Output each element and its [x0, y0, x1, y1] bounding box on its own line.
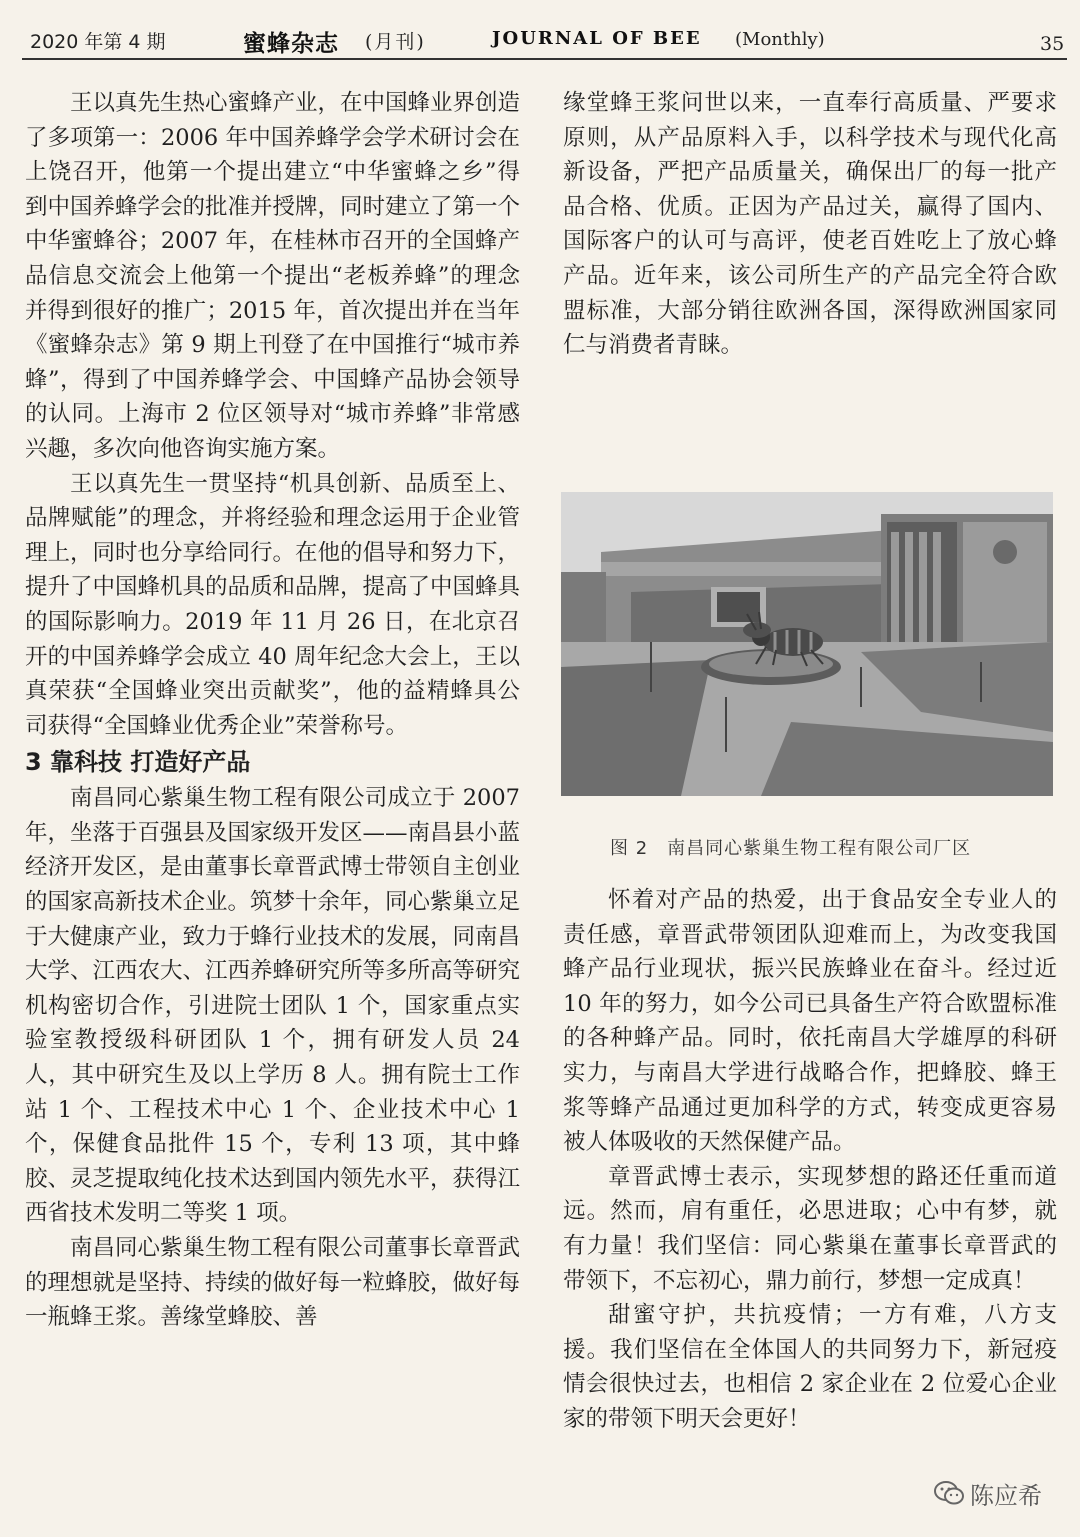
watermark	[934, 1475, 1042, 1511]
left-column	[25, 86, 520, 1335]
paragraph: 怀着对产品的热爱，出于食品安全专业人的责任感，章晋武带领团队迎难而上，为改变我国蜂产品行业现状，振兴民族蜂业在奋斗。经过近 10 年的努力，如今公司已具备生产符合欧盟标准的各种蜂产品。同时，依托南昌大学雄厚的科研实力，与南昌大学进行战略合作，把蜂胶、蜂王浆等蜂产品通过更加科学的方式，转变成更容易被人体吸收的天然保健产品。	[563, 887, 1057, 1156]
page-header	[0, 0, 1080, 60]
journal-title-en: JOURNAL OF BEE	[492, 28, 702, 49]
paragraph: 南昌同心紫巢生物工程有限公司成立于 2007 年，坐落于百强县及国家级开发区——南昌县小蓝经济开发区，是由董事长章晋武博士带领自主创业的国家高新技术企业。筑梦十余年，同心紫巢立足于大健康产业，致力于蜂行业技术的发展，同南昌大学、江西农大、江西养蜂研究所等多所高等研究机构密切合作，引进院士团队 1 个，国家重点实验室教授级科研团队 1 个，拥有研发人员 24 人，其中研究生及以上学历 8 人。拥有院士工作站 1 个、工程技术中心 1 个、企业技术中心 1 个，保健食品批件 15 个，专利 13 项，其中蜂胶、灵芝提取纯化技术达到国内领先水平，获得江西省技术发明二等奖 1 项。	[25, 785, 521, 1227]
paragraph: 章晋武博士表示，实现梦想的路还任重而道远。然而，肩有重任，必思进取；心中有梦，就有力量！我们坚信：同心紫巢在董事长章晋武的带领下，不忘初心，鼎力前行，梦想一定成真！	[563, 1163, 1057, 1294]
journal-title-cn: 蜜蜂杂志	[243, 30, 339, 57]
figure-caption: 图 2 南昌同心紫巢生物工程有限公司厂区	[610, 838, 972, 859]
paragraph-continuation: 缘堂蜂王浆问世以来，一直奉行高质量、严要求原则，从产品原料入手，以科学技术与现代化高新设备，严把产品质量关，确保出厂的每一批产品合格、优质。正因为产品过关，赢得了国内、国际客户的认可与高评，使老百姓吃上了放心蜂产品。近年来，该公司所生产的产品完全符合欧盟标准，大部分销往欧洲各国，深得欧洲国家同仁与消费者青睐。	[563, 90, 1057, 359]
paragraph: 南昌同心紫巢生物工程有限公司董事长章晋武的理想就是坚持、持续的做好每一粒蜂胶，做好每一瓶蜂王浆。善缘堂蜂胶、善	[25, 1235, 521, 1331]
watermark-text: 陈应希	[970, 1481, 1042, 1510]
wechat-icon	[934, 1480, 964, 1506]
header-rule	[22, 58, 1067, 60]
factory-photo	[561, 492, 1053, 796]
monthly-label-cn: (月刊)	[365, 31, 426, 53]
section-heading: 3 靠科技 打造好产品	[25, 748, 251, 777]
paragraph: 王以真先生一贯坚持“机具创新、品质至上、品牌赋能”的理念，并将经验和理念运用于企业管理上，同时也分享给同行。在他的倡导和努力下，提升了中国蜂机具的品质和品牌，提高了中国蜂具的国际影响力。2019 年 11 月 26 日，在北京召开的中国养蜂学会成立 40 周年纪念大会上，王以真荣获“全国蜂业突出贡献奖”，他的益精蜂具公司获得“全国蜂业优秀企业”荣誉称号。	[25, 470, 521, 739]
monthly-label-en: (Monthly)	[735, 29, 825, 50]
paragraph: 王以真先生热心蜜蜂产业，在中国蜂业界创造了多项第一：2006 年中国养蜂学会学术研讨会在上饶召开，他第一个提出建立“中华蜜蜂之乡”得到中国养蜂学会的批准并授牌，同时建立了第一个中华蜜蜂谷；2007 年，在桂林市召开的全国蜂产品信息交流会上他第一个提出“老板养蜂”的理念并得到很好的推广；2015 年，首次提出并在当年《蜜蜂杂志》第 9 期上刊登了在中国推行“城市养蜂”，得到了中国养蜂学会、中国蜂产品协会领导的认同。上海市 2 位区领导对“城市养蜂”非常感兴趣，多次向他咨询实施方案。	[25, 90, 521, 462]
right-column-top	[563, 86, 1057, 363]
paragraph: 甜蜜守护，共抗疫情；一方有难，八方支援。我们坚信在全体国人的共同努力下，新冠疫情会很快过去，也相信 2 家企业在 2 位爱心企业家的带领下明天会更好！	[563, 1302, 1057, 1432]
page-number: 35	[1040, 33, 1065, 55]
right-column-bottom	[563, 883, 1057, 1437]
issue-label: 2020 年第 4 期	[30, 31, 166, 53]
